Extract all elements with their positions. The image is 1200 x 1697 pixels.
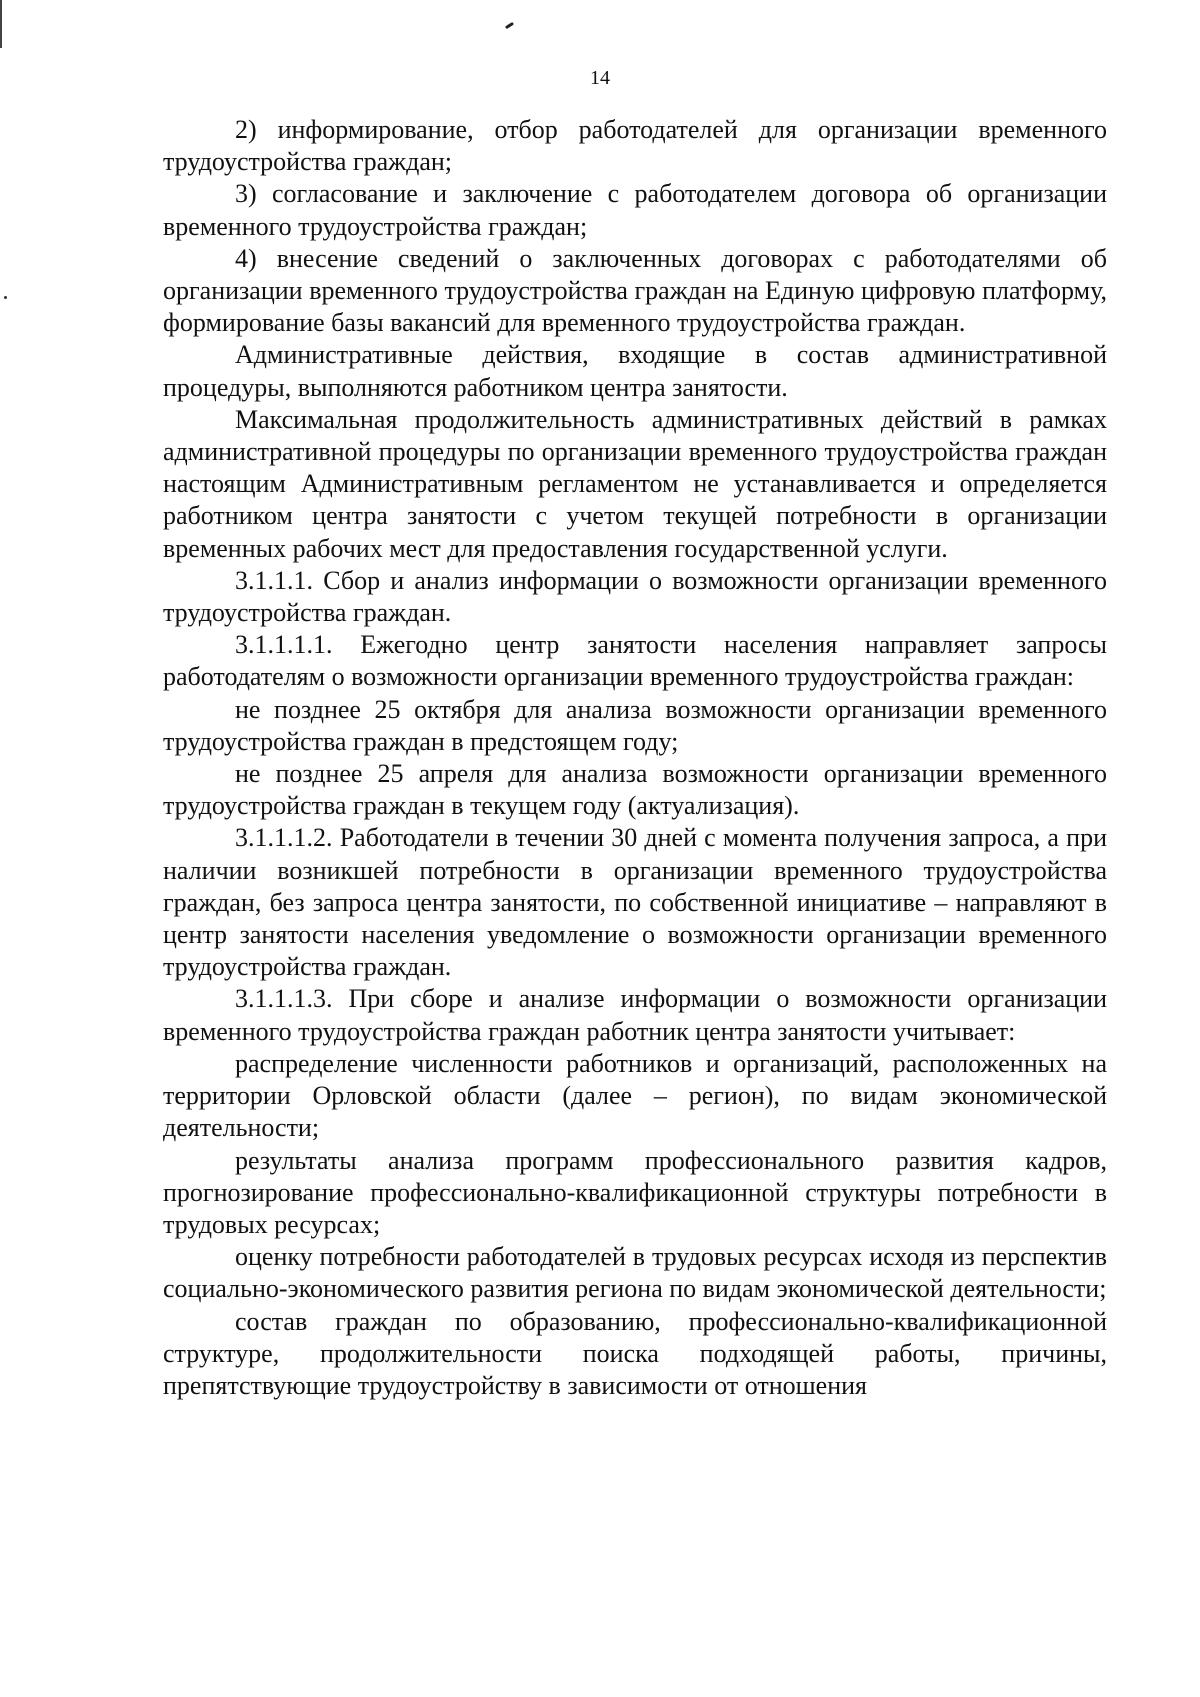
scan-mark-top — [505, 22, 514, 29]
paragraph-results: результаты анализа программ профессионального развития кадров, прогнозирование профессионально-квалификационной структуры потребности в трудовых ресурсах; — [163, 1145, 1107, 1239]
paragraph-3-1-1-1-1: 3.1.1.1.1. Ежегодно центр занятости населения направляет запросы работодателям о возможности организации временного трудоустройства граждан: — [163, 630, 1107, 692]
paragraph-admin-actions: Административные действия, входящие в состав административной процедуры, выполняются работником центра занятости. — [163, 340, 1107, 402]
page-number: 14 — [590, 67, 610, 89]
paragraph-assessment: оценку потребности работодателей в трудовых ресурсах исходя из перспектив социально-экономического развития региона по видам экономической деятельности; — [163, 1242, 1107, 1304]
paragraph-deadline-april: не позднее 25 апреля для анализа возможности организации временного трудоустройства граждан в текущем году (актуализация). — [163, 759, 1107, 821]
paragraph-item-3: 3) согласование и заключение с работодателем договора об организации временного трудоустройства граждан; — [163, 179, 1107, 241]
paragraph-composition: состав граждан по образованию, профессионально-квалификационной структуре, продолжительности поиска подходящей работы, причины, препятствующие трудоустройству в зависимости от отношения — [163, 1306, 1107, 1400]
scan-mark-left — [4, 296, 7, 299]
paragraph-distribution: распределение численности работников и организаций, расположенных на территории Орловской области (далее – регион), по видам экономической деятельности; — [163, 1048, 1107, 1143]
paragraph-deadline-october: не позднее 25 октября для анализа возможности организации временного трудоустройства граждан в предстоящем году; — [163, 694, 1107, 756]
paragraph-item-2: 2) информирование, отбор работодателей для организации временного трудоустройства граждан; — [163, 115, 1107, 177]
paragraph-3-1-1-1-2: 3.1.1.1.2. Работодатели в течении 30 дней с момента получения запроса, а при наличии возникшей потребности в организации временного трудоустройства граждан, без запроса центра занятости, по собственной инициативе – направляют в центр занятости населения уведомление о возможности организации временного трудоустройства граждан. — [163, 823, 1107, 982]
paragraph-3-1-1-1: 3.1.1.1. Сбор и анализ информации о возможности организации временного трудоустройства граждан. — [163, 565, 1107, 628]
paragraph-max-duration: Максимальная продолжительность административных действий в рамках административной процедуры по организации временного трудоустройства граждан настоящим Административным регламентом не устанавливается и определяется работником центра занятости с учетом текущей потребности в организации временных рабочих мест для предоставления государственной услуги. — [163, 404, 1107, 563]
paragraph-3-1-1-1-3: 3.1.1.1.3. При сборе и анализе информации о возможности организации временного трудоустройства граждан работник центра занятости учитывает: — [163, 984, 1107, 1046]
paragraph-item-4: 4) внесение сведений о заключенных договорах с работодателями об организации временного трудоустройства граждан на Единую цифровую платформу, формирование базы вакансий для временного трудоустройства граждан. — [163, 243, 1107, 338]
scan-edge-mark — [0, 0, 2, 48]
document-body — [163, 114, 1107, 1402]
